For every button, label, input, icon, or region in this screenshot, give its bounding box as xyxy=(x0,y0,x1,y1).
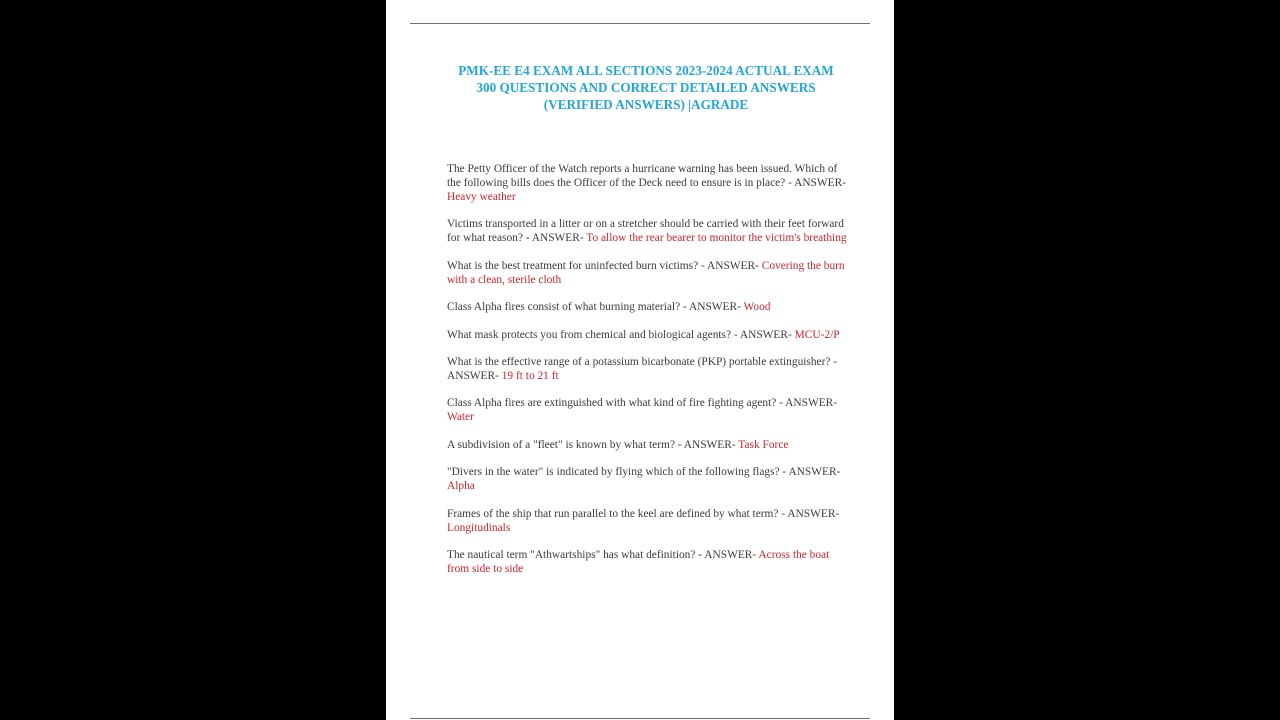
question-text: Class Alpha fires consist of what burning material? - ANSWER- xyxy=(447,301,744,314)
question-text: Class Alpha fires are extinguished with what kind of fire fighting agent? - ANSWER- xyxy=(447,397,838,410)
answer-text: Covering the burn with a clean, sterile cloth xyxy=(447,259,845,286)
qa-item xyxy=(447,396,849,424)
answer-text: Water xyxy=(447,411,474,424)
question-text: "Divers in the water" is indicated by flying which of the following flags? - ANSWER- xyxy=(447,466,841,479)
question-text: The nautical term "Athwartships" has what definition? - ANSWER- xyxy=(447,548,759,561)
question-text: What is the effective range of a potassium bicarbonate (PKP) portable extinguisher? - ANSWER- xyxy=(447,355,838,382)
question-text: What mask protects you from chemical and biological agents? - ANSWER- xyxy=(447,328,795,341)
qa-list xyxy=(447,162,849,589)
title-line-1: PMK-EE E4 EXAM ALL SECTIONS 2023-2024 ACTUAL EXAM xyxy=(458,63,834,78)
answer-text: 19 ft to 21 ft xyxy=(501,369,559,382)
answer-text: To allow the rear bearer to monitor the victim's breathing xyxy=(586,232,847,245)
qa-item xyxy=(447,465,849,493)
qa-item xyxy=(447,328,849,342)
footer-rule xyxy=(410,718,870,719)
qa-item xyxy=(447,162,849,204)
question-text: Frames of the ship that run parallel to the keel are defined by what term? - ANSWER- xyxy=(447,507,840,520)
qa-item xyxy=(447,300,849,314)
answer-text: Task Force xyxy=(738,438,789,451)
question-text: The Petty Officer of the Watch reports a hurricane warning has been issued. Which of the following bills does the Officer of the Deck need to ensure is in place? - ANSWER- xyxy=(447,163,846,189)
qa-item xyxy=(447,259,849,287)
qa-item xyxy=(447,217,849,245)
answer-text: Heavy weather xyxy=(447,191,516,203)
answer-text: Wood xyxy=(743,301,771,314)
question-text: Victims transported in a litter or on a stretcher should be carried with their feet forward for what reason? - ANSWER- xyxy=(447,218,844,245)
header-rule xyxy=(410,23,870,24)
answer-text: Alpha xyxy=(447,480,475,493)
answer-text: Across the boat from side to side xyxy=(447,548,830,575)
question-text: A subdivision of a "fleet" is known by what term? - ANSWER- xyxy=(447,438,739,451)
qa-item xyxy=(447,438,849,452)
answer-text: Longitudinals xyxy=(447,521,511,534)
qa-item xyxy=(447,507,849,535)
title-line-2: 300 QUESTIONS AND CORRECT DETAILED ANSWERS xyxy=(476,80,816,95)
qa-item xyxy=(447,548,849,576)
answer-text: MCU-2/P xyxy=(794,328,840,341)
document-page xyxy=(386,0,894,720)
title-line-3: (VERIFIED ANSWERS) |AGRADE xyxy=(543,97,749,112)
question-text: What is the best treatment for uninfected burn victims? - ANSWER- xyxy=(447,259,762,272)
qa-item xyxy=(447,355,849,383)
document-title xyxy=(426,62,866,113)
